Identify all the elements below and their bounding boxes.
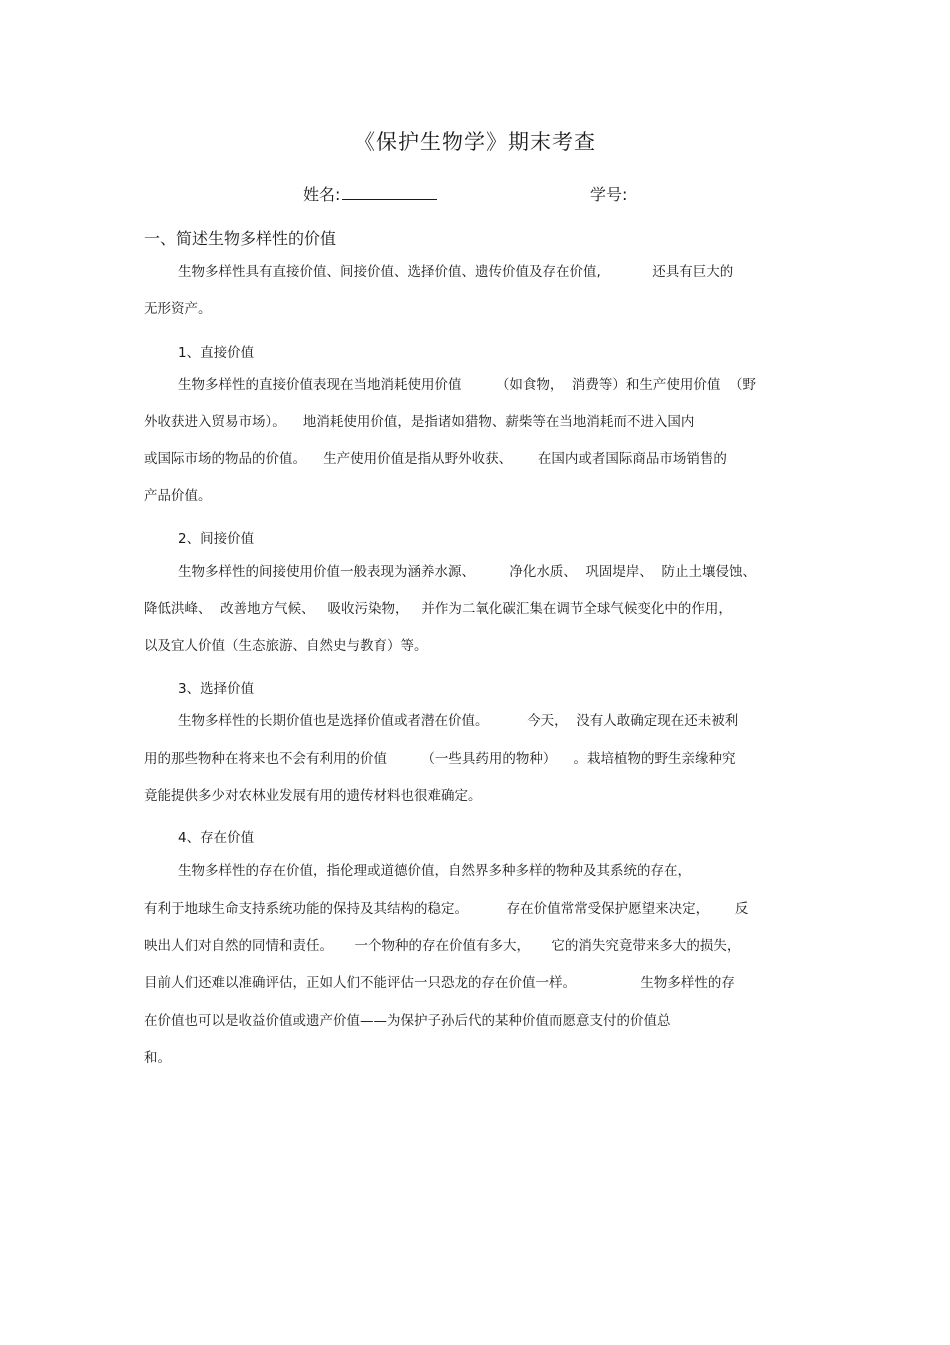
- student-id-field: [590, 182, 627, 205]
- paragraph-line: 映出人们对自然的同情和责任。 一个物种的存在价值有多大， 它的消失究竟带来多大的损失，: [144, 938, 741, 954]
- paragraph-line: 降低洪峰、 改善地方气候、 吸收污染物， 并作为二氧化碳汇集在调节全球气候变化中的作用，: [144, 601, 732, 617]
- paragraph-line: 生物多样性的存在价值，指伦理或道德价值，自然界多种多样的物种及其系统的存在，: [178, 863, 691, 879]
- name-blank-line: [342, 185, 437, 200]
- intro-line: 生物多样性具有直接价值、间接价值、选择价值、遗传价值及存在价值, 还具有巨大的: [178, 264, 734, 280]
- subsection-heading: 1、直接价值: [178, 345, 255, 361]
- subsection-heading: 2、间接价值: [178, 531, 255, 547]
- paragraph-line: 和。: [144, 1050, 171, 1066]
- paragraph-line: 生物多样性的直接价值表现在当地消耗使用价值 （如食物， 消费等）和生产使用价值 （野: [178, 377, 756, 393]
- intro-line: 无形资产。: [144, 301, 212, 317]
- student-id-label: 学号:: [590, 185, 628, 204]
- subsection-heading: 3、选择价值: [178, 681, 255, 697]
- paragraph-line: 以及宜人价值（生态旅游、自然史与教育）等。: [144, 638, 428, 654]
- subsection-heading: 4、存在价值: [178, 830, 255, 846]
- paragraph-line: 竟能提供多少对农林业发展有用的遗传材料也很难确定。: [144, 788, 482, 804]
- name-field: [303, 182, 437, 205]
- paragraph-line: 有利于地球生命支持系统功能的保持及其结构的稳定。 存在价值常常受保护愿望来决定， 反: [144, 901, 749, 917]
- section-heading: 一、简述生物多样性的价值: [144, 229, 337, 248]
- paragraph-line: 目前人们还难以准确评估，正如人们不能评估一只恐龙的存在价值一样。 生物多样性的存: [144, 975, 735, 991]
- paragraph-line: 生物多样性的长期价值也是选择价值或者潜在价值。 今天， 没有人敢确定现在还未被利: [178, 713, 739, 729]
- name-colon: :: [335, 185, 341, 204]
- paragraph-line: 生物多样性的间接使用价值一般表现为涵养水源、 净化水质、 巩固堤岸、 防止土壤侵蚀、: [178, 564, 756, 580]
- paragraph-line: 产品价值。: [144, 488, 212, 504]
- document-title: 《保护生物学》期末考查: [354, 130, 596, 154]
- name-label: 姓名: [303, 185, 336, 204]
- paragraph-line: 或国际市场的物品的价值。 生产使用价值是指从野外收获、 在国内或者国际商品市场销售的: [144, 451, 727, 467]
- paragraph-line: 用的那些物种在将来也不会有利用的价值 （一些具药用的物种） 。栽培植物的野生亲缘种究: [144, 751, 736, 767]
- paragraph-line: 外收获进入贸易市场）。 地消耗使用价值，是指诸如猎物、薪柴等在当地消耗而不进入国内: [144, 414, 695, 430]
- paragraph-line: 在价值也可以是收益价值或遗产价值——为保护子孙后代的某种价值而愿意支付的价值总: [144, 1013, 671, 1029]
